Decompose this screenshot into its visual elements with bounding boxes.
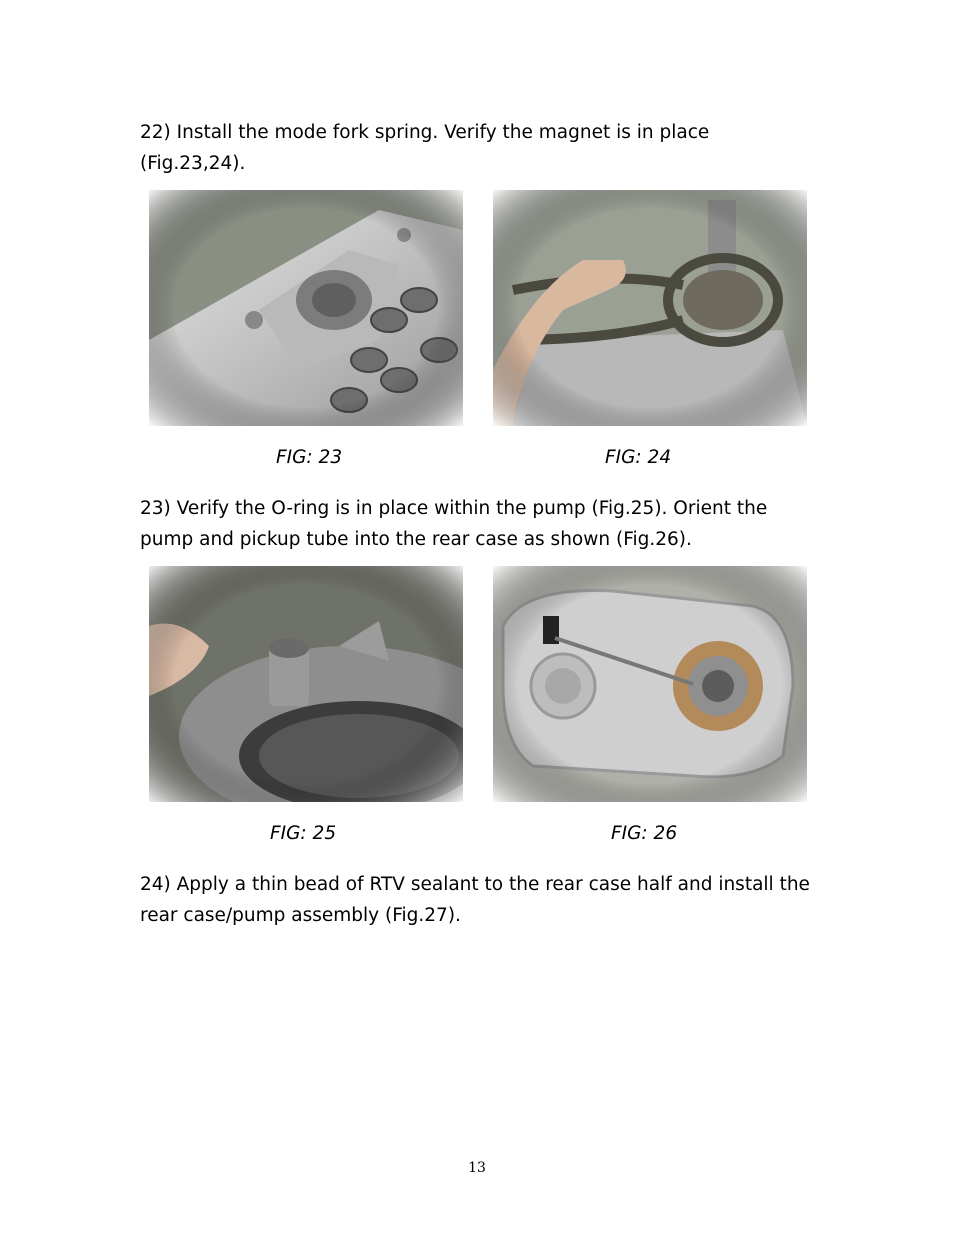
figure-25-photo xyxy=(149,566,463,802)
rear-case-photo-illustration xyxy=(493,566,807,802)
figure-26-caption: FIG: 26 xyxy=(611,823,678,844)
figure-24-photo xyxy=(493,190,807,426)
figure-25-caption: FIG: 25 xyxy=(270,823,337,844)
pump-oring-photo-illustration xyxy=(149,566,463,802)
figure-26-photo xyxy=(493,566,807,802)
step-22-text: 22) Install the mode fork spring. Verify the magnet is in place (Fig.23,24). xyxy=(140,122,710,174)
step-23-text: 23) Verify the O-ring is in place within the pump (Fig.25). Orient the pump and pickup tube into the rear case as shown (Fig.26). xyxy=(140,498,768,550)
figure-23-caption: FIG: 23 xyxy=(276,447,343,468)
chain-install-photo-illustration xyxy=(493,190,807,426)
step-24-text: 24) Apply a thin bead of RTV sealant to the rear case half and install the rear case/pump assembly (Fig.27). xyxy=(140,874,810,926)
figure-24-caption: FIG: 24 xyxy=(605,447,672,468)
page-number: 13 xyxy=(468,1160,486,1176)
mode-fork-photo-illustration xyxy=(149,190,463,426)
figure-23-photo xyxy=(149,190,463,426)
